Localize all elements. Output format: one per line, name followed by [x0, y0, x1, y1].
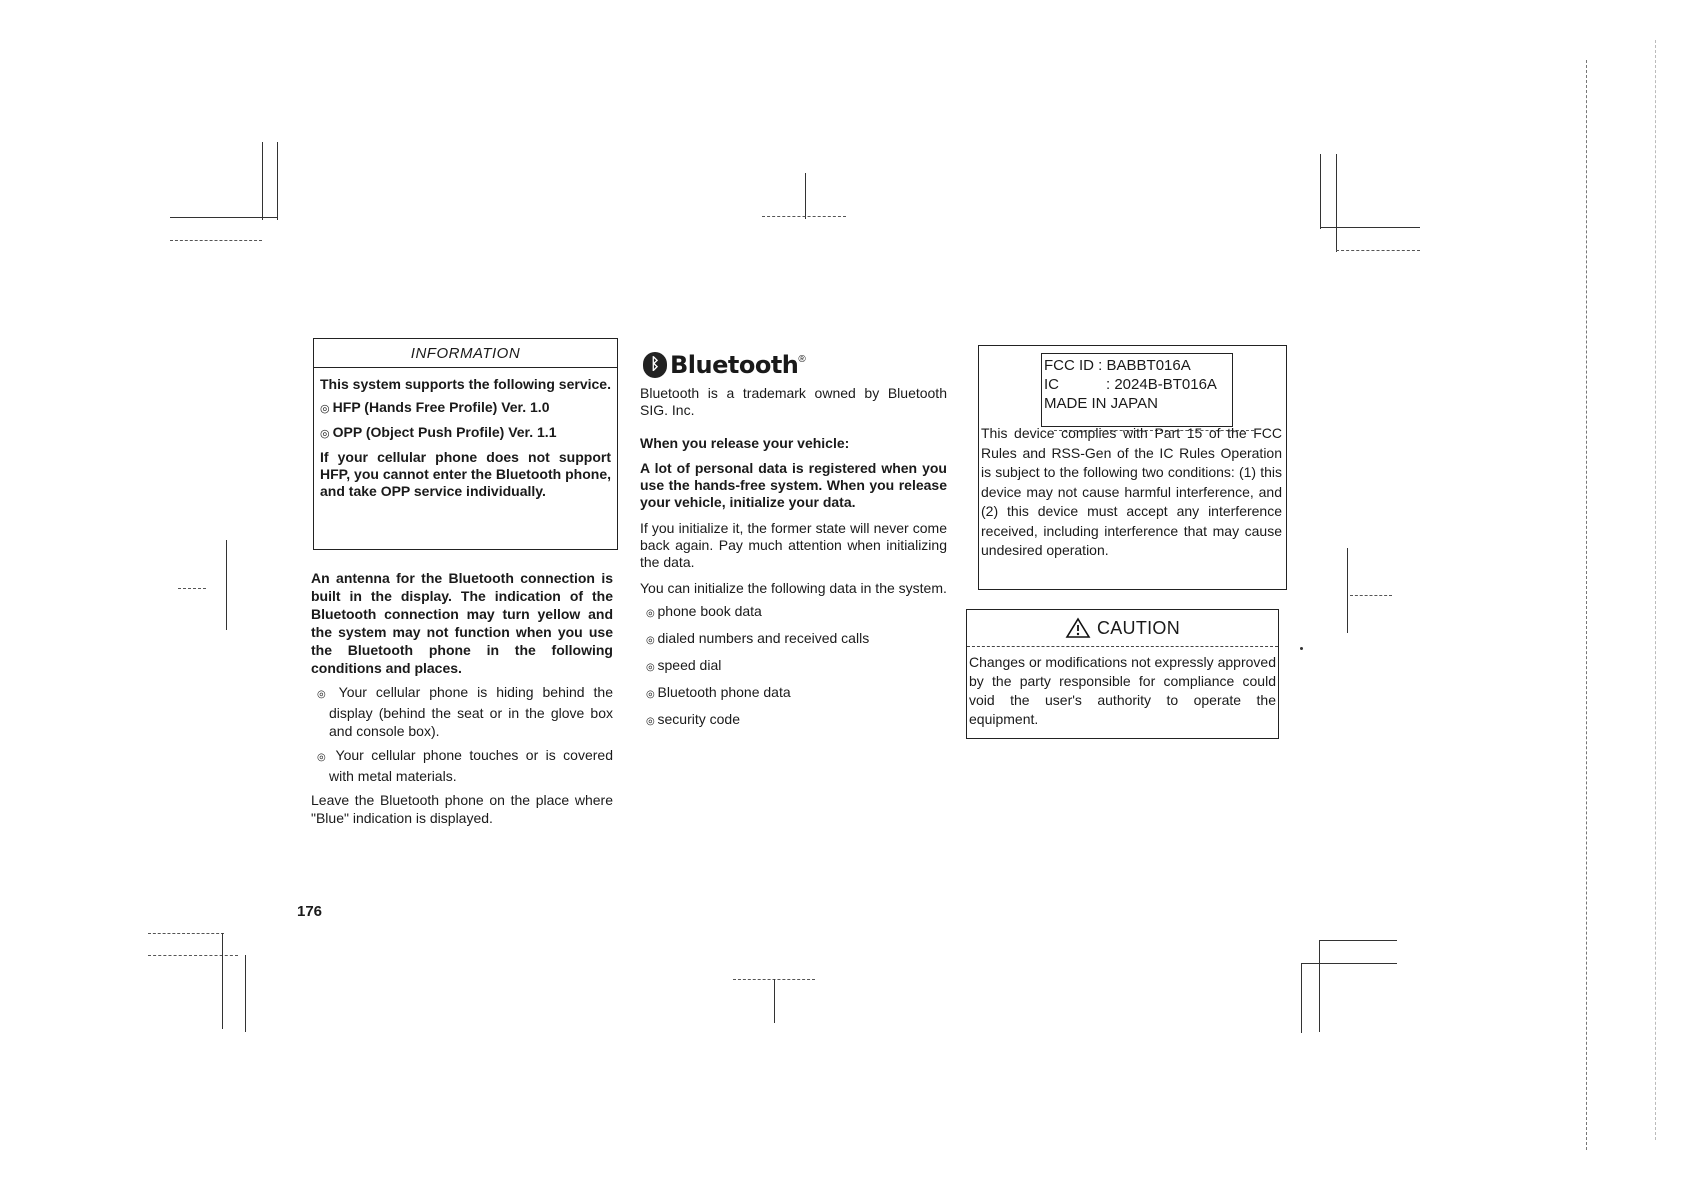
information-title: INFORMATION [314, 339, 617, 368]
caution-text: Changes or modifications not expressly approved by the party responsible for compliance could void the user's authority to operate the equipment. [969, 654, 1276, 727]
bluetooth-logo-text: Bluetooth [670, 351, 799, 379]
data-item: ◎ phone book data [640, 603, 947, 622]
release-heading: When you release your vehicle: [640, 435, 850, 451]
bluetooth-section [640, 385, 947, 738]
caution-box [966, 609, 1279, 739]
fcc-box [978, 345, 1287, 590]
trademark-text: Bluetooth is a trademark owned by Bluetooth SIG. Inc. [640, 385, 947, 418]
data-item: ◎ speed dial [640, 657, 947, 676]
bluetooth-logo [643, 350, 806, 380]
information-intro: This system supports the following service. [320, 376, 611, 392]
warning-icon [1065, 617, 1091, 639]
information-note: If your cellular phone does not support HFP, you cannot enter the Bluetooth phone, and take OPP service individually. [320, 449, 611, 499]
fcc-id-value: BABBT016A [1106, 357, 1191, 374]
caution-title: CAUTION [1096, 617, 1181, 638]
information-box [313, 338, 618, 550]
information-item: ◎ HFP (Hands Free Profile) Ver. 1.0 [320, 399, 611, 418]
fcc-id-label: FCC ID [1044, 357, 1094, 374]
bluetooth-icon: ᛒ [643, 352, 667, 378]
data-item: ◎ Bluetooth phone data [640, 684, 947, 703]
leave-text: Leave the Bluetooth phone on the place where "Blue" indication is displayed. [311, 792, 613, 826]
release-text: A lot of personal data is registered when you use the hands-free system. When you release your vehicle, initialize your data. [640, 460, 947, 510]
antenna-section [311, 569, 613, 827]
data-item: ◎ dialed numbers and received calls [640, 630, 947, 649]
origin-text: MADE IN JAPAN [1044, 395, 1158, 412]
page-number: 176 [297, 903, 323, 920]
fcc-label: FCC ID : BABBT016A IC : 2024B-BT016A MADE IN JAPAN [1041, 353, 1233, 427]
information-item: ◎ OPP (Object Push Profile) Ver. 1.1 [320, 424, 611, 443]
condition-item: ◎ Your cellular phone touches or is covered with metal materials. [311, 746, 613, 785]
fcc-compliance-text: This device complies with Part 15 of the FCC Rules and RSS-Gen of the IC Rules Operation is subject to the following two conditions: (1) this device may not cause harmful interference, and (2) this device must accept any interference received, including interference that may cause undesired operation. [981, 425, 1282, 558]
initialize-warning: If you initialize it, the former state will never come back again. Pay much attention when initializing the data. [640, 520, 947, 570]
condition-item: ◎ Your cellular phone is hiding behind the display (behind the seat or in the glove box and console box). [311, 683, 613, 740]
ic-label: IC [1044, 376, 1059, 393]
data-item: ◎ security code [640, 711, 947, 730]
ic-value: 2024B-BT016A [1114, 376, 1217, 393]
initialize-intro: You can initialize the following data in the system. [640, 580, 947, 596]
registered-mark: ® [798, 353, 806, 365]
antenna-text: An antenna for the Bluetooth connection is built in the display. The indication of the Bluetooth connection may turn yellow and the system may not function when you use the Bluetooth phone in the following conditions and places. [311, 570, 613, 676]
